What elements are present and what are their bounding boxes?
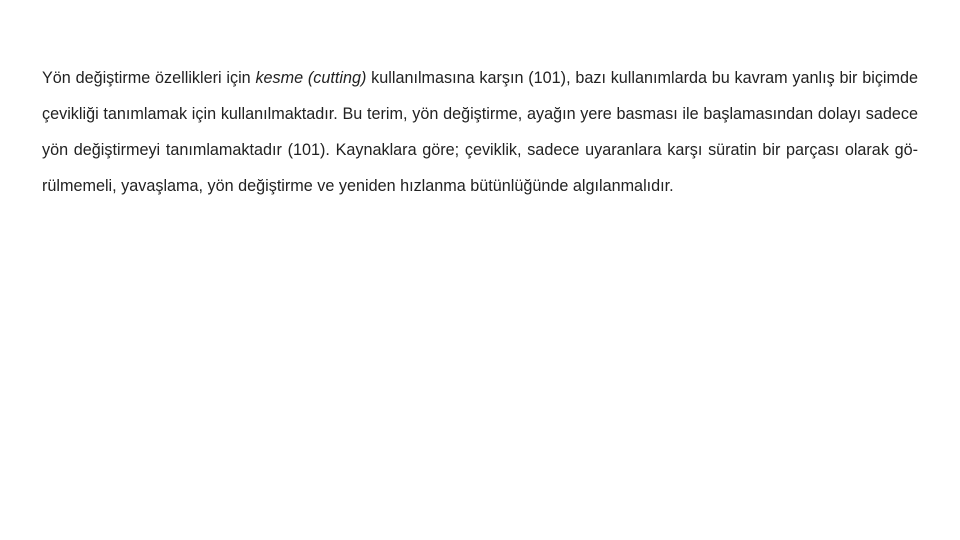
body-paragraph: [42, 60, 918, 204]
italic-term: kesme (cutting): [255, 69, 367, 87]
paragraph-text-rest: kullanılmasına karşın (101), bazı kullanımlarda bu kavram yanlış bir biçimde çevikliği tanımlamak için kullanılmaktadır. Bu terim, yön değiştirme, ayağın yere basması ile başlamasından dolayı sadece yön değiştirmeyi tanımlamaktadır (101). Kaynaklara göre; çeviklik, sadece uyaranlara karşı süratin bir parçası olarak gö-rülmemeli, yavaşlama, yön değiştirme ve yeniden hızlanma bütünlüğünde algılanmalıdır.: [42, 69, 919, 195]
paragraph-text-start: Yön değiştirme özellikleri için: [42, 69, 256, 87]
